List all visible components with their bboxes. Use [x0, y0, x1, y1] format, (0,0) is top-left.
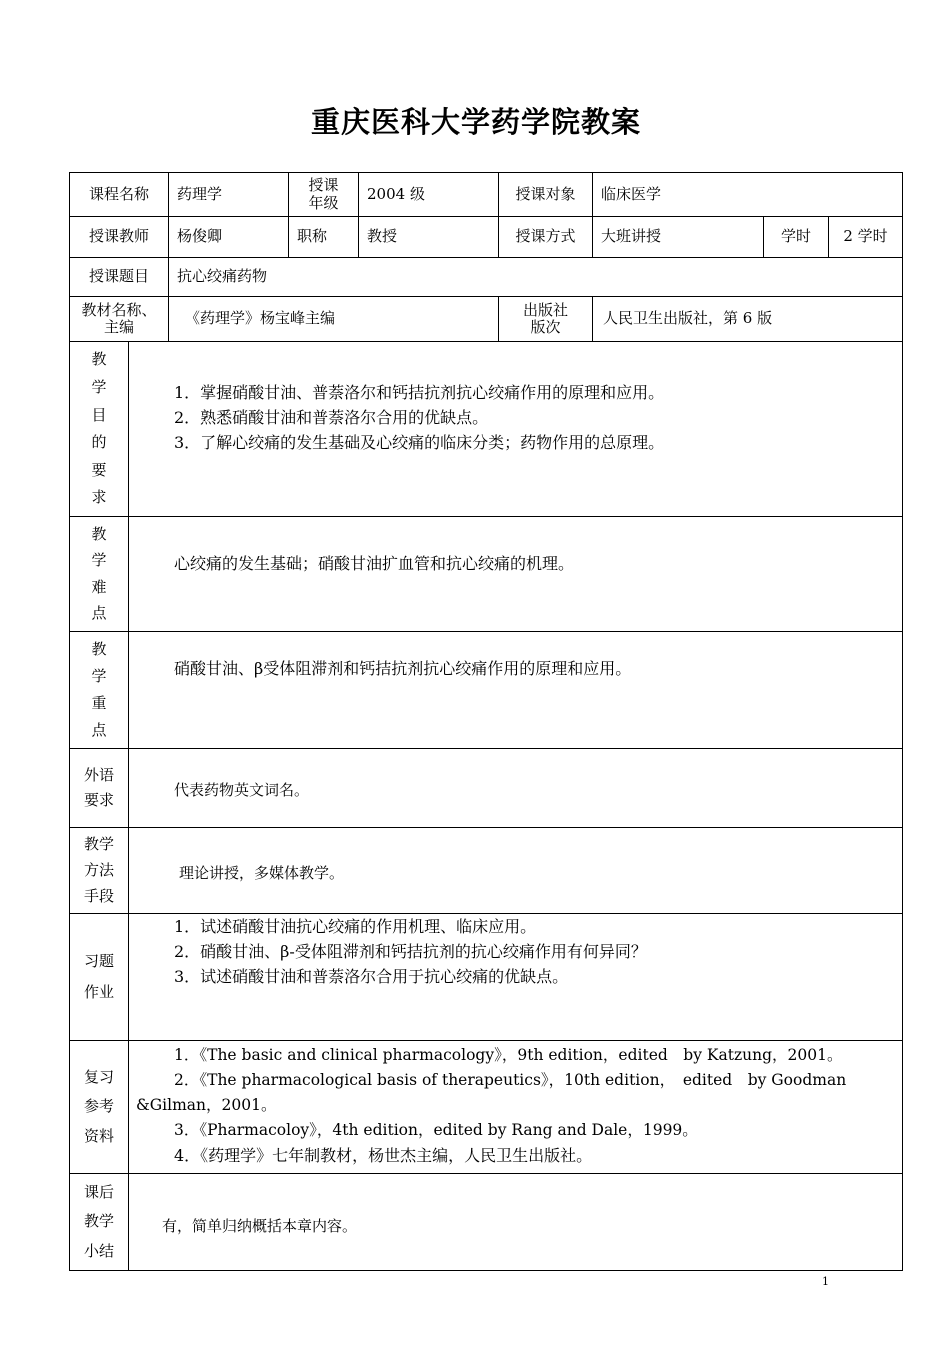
topic-label: 授课题目 — [69, 257, 169, 297]
course-name-label: 课程名称 — [69, 172, 169, 217]
reference-item: 3．《Pharmacoloy》，4th edition，edited by Rang and Dale，1999。 — [174, 1121, 698, 1139]
teacher-value: 杨俊卿 — [168, 216, 289, 258]
hours-value: 2 学时 — [828, 216, 903, 258]
homework-cell — [128, 913, 903, 1041]
homework-label: 习题 作业 — [69, 913, 129, 1041]
page-number: 1 — [822, 1275, 829, 1288]
teacher-label: 授课教师 — [69, 216, 169, 258]
objective-item: 2．熟悉硝酸甘油和普萘洛尔合用的优缺点。 — [174, 408, 489, 427]
textbook-label: 教材名称、主编 — [69, 296, 169, 342]
difficulties-cell — [128, 516, 903, 632]
keypoints-text: 硝酸甘油、β受体阻滞剂和钙拮抗剂抗心绞痛作用的原理和应用。 — [174, 659, 632, 678]
summary-cell — [128, 1173, 903, 1271]
summary-text: 有，简单归纳概括本章内容。 — [162, 1217, 358, 1235]
language-cell — [128, 748, 903, 828]
topic-value: 抗心绞痛药物 — [168, 257, 903, 297]
method-label: 授课方式 — [498, 216, 593, 258]
publisher-value: 人民卫生出版社，第 6 版 — [592, 296, 903, 342]
homework-item: 1．试述硝酸甘油抗心绞痛的作用机理、临床应用。 — [174, 917, 537, 936]
objectives-label: 教 学 目 的 要 求 — [69, 341, 129, 517]
homework-item: 2．硝酸甘油、β-受体阻滞剂和钙拮抗剂的抗心绞痛作用有何异同？ — [174, 942, 647, 961]
objective-item: 1．掌握硝酸甘油、普萘洛尔和钙拮抗剂抗心绞痛作用的原理和应用。 — [174, 383, 665, 402]
keypoints-cell — [128, 631, 903, 749]
hours-label: 学时 — [763, 216, 829, 258]
language-label: 外语 要求 — [69, 748, 129, 828]
keypoints-label: 教 学 重 点 — [69, 631, 129, 749]
grade-label: 授课年级 — [288, 172, 359, 217]
teaching-method-text: 理论讲授，多媒体教学。 — [179, 864, 345, 882]
references-label: 复习 参考 资料 — [69, 1040, 129, 1174]
position-label: 职称 — [288, 216, 359, 258]
summary-label: 课后 教学 小结 — [69, 1173, 129, 1271]
teaching-method-label: 教学 方法 手段 — [69, 827, 129, 914]
textbook-value: 《药理学》杨宝峰主编 — [168, 296, 499, 342]
method-value: 大班讲授 — [592, 216, 764, 258]
language-text: 代表药物英文词名。 — [174, 781, 310, 799]
audience-value: 临床医学 — [592, 172, 903, 217]
objective-item: 3．了解心绞痛的发生基础及心绞痛的临床分类；药物作用的总原理。 — [174, 433, 665, 452]
audience-label: 授课对象 — [498, 172, 593, 217]
grade-value: 2004 级 — [358, 172, 499, 217]
reference-item-continued: &Gilman，2001。 — [136, 1096, 277, 1114]
references-cell — [128, 1040, 903, 1174]
difficulties-text: 心绞痛的发生基础；硝酸甘油扩血管和抗心绞痛的机理。 — [174, 554, 575, 573]
document-title: 重庆医科大学药学院教案 — [310, 105, 641, 139]
reference-item: 4．《药理学》七年制教材，杨世杰主编，人民卫生出版社。 — [174, 1146, 593, 1165]
publisher-label: 出版社版次 — [498, 296, 593, 342]
reference-item: 2．《The pharmacological basis of therapeutics》，10th edition， edited by Goodman — [174, 1071, 847, 1089]
objectives-cell — [128, 341, 903, 517]
reference-item: 1．《The basic and clinical pharmacology》，9th edition，edited by Katzung，2001。 — [174, 1046, 843, 1064]
difficulties-label: 教 学 难 点 — [69, 516, 129, 632]
position-value: 教授 — [358, 216, 499, 258]
teaching-method-cell — [128, 827, 903, 914]
course-name-value: 药理学 — [168, 172, 289, 217]
homework-item: 3．试述硝酸甘油和普萘洛尔合用于抗心绞痛的优缺点。 — [174, 967, 569, 986]
